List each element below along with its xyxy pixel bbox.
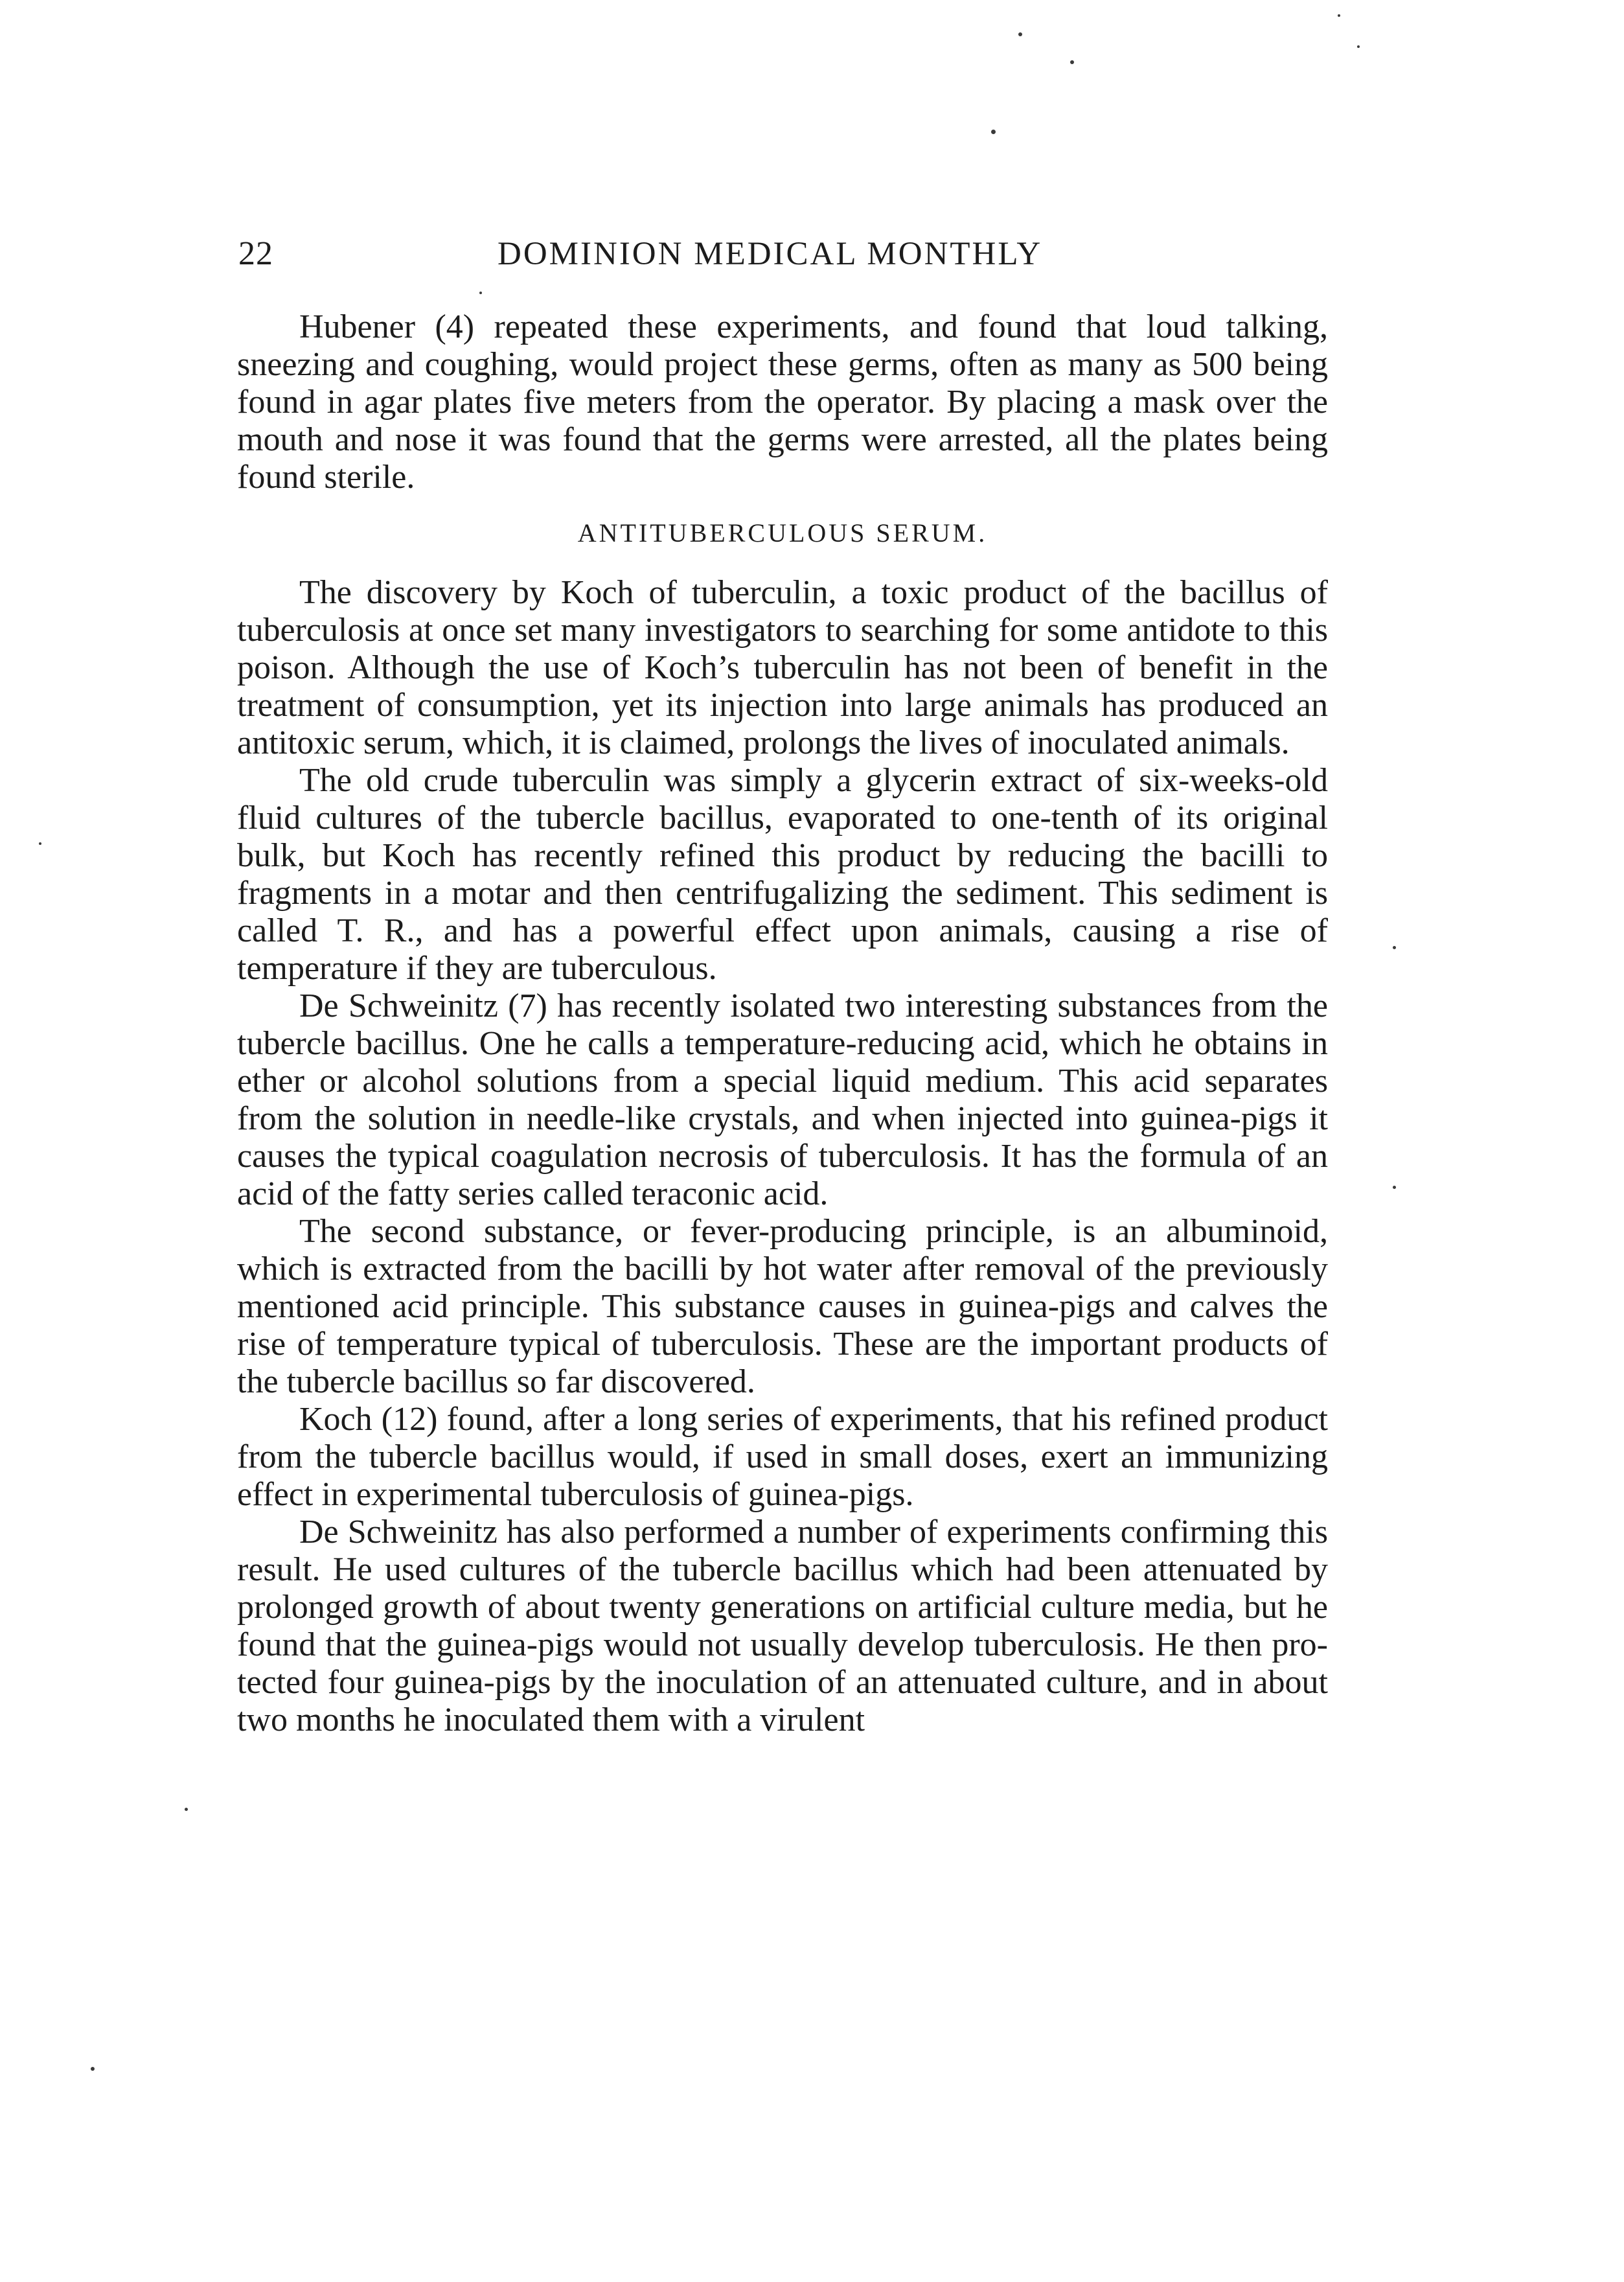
scan-speck (1393, 1186, 1396, 1189)
paragraph-old-crude-tuberculin: The old crude tuberculin was simply a glycerin extract of six-weeks-old fluid cultures of the tubercle bacillus, evaporated to one-tenth of its original bulk, but Koch has recently refined this product by reducing the bacilli to fragments in a motar and then centrifugalizing the sediment. This sediment is called T. R., and has a powerful effect upon animals, causing a rise of temperature if they are tuberculous. (237, 762, 1328, 987)
scan-speck (185, 1808, 188, 1811)
paragraph-koch-tuberculin: The discovery by Koch of tuberculin, a toxic product of the bacillus of tuberculosis at once set many investigators to searching for some antidote to this poison. Although the use of Koch’s tuberculin has not been of benefit in the treatment of consumption, yet its injection into large animals has produced an antitoxic serum, which, it is claimed, prolongs the lives of inoculated animals. (237, 574, 1328, 761)
scan-speck (39, 842, 41, 845)
scan-speck (1338, 14, 1340, 17)
paragraph-second-substance: The second substance, or fever-producing principle, is an albuminoid, which is extracted from the bacilli by hot water after removal of the previously mentioned acid principle. This substance causes in guinea-pigs and calves the rise of temperature typical of tuberculosis. These are the important products of the tubercle bacillus so far discovered. (237, 1213, 1328, 1400)
scan-speck (991, 130, 996, 134)
scan-speck (91, 2067, 95, 2071)
paragraph-de-schweinitz-experiments: De Schweinitz has also performed a number of experiments confirming this result. He used cultures of the tubercle bacillus which had been attenuated by prolonged growth of about twenty generations on artificial culture media, but he found that the guinea-pigs would not usually develop tuberculosis. He then protected four guinea-pigs by the inoculation of an attenuated culture, and in about two months he inoculated them with a virulent (237, 1514, 1328, 1738)
paragraph-hubener: Hubener (4) repeated these experiments, and found that loud talking, sneezing and coughing, would project these germs, often as many as 500 being found in agar plates five meters from the operator. By placing a mask over the mouth and nose it was found that the germs were arrested, all the plates being found sterile. (237, 308, 1328, 496)
body-text (237, 308, 1328, 1739)
page-number: 22 (238, 235, 273, 272)
scan-speck (1393, 946, 1396, 949)
section-heading: ANTITUBERCULOUS SERUM. (577, 518, 988, 547)
page-header (238, 228, 1333, 280)
scan-speck (479, 292, 482, 294)
running-title: DOMINION MEDICAL MONTHLY (497, 236, 1043, 272)
scan-speck (1357, 45, 1360, 48)
scan-speck (1070, 60, 1074, 64)
paragraph-koch-immunizing: Koch (12) found, after a long series of experiments, that his refined product from the tubercle bacillus would, if used in small doses, exert an immunizing effect in experimental tuberculosis of guinea-pigs. (237, 1401, 1328, 1513)
paragraph-de-schweinitz-substances: De Schweinitz (7) has recently isolated two interesting substances from the tubercle bacillus. One he calls a temperature-reducing acid, which he obtains in ether or alcohol solutions from a special liquid medium. This acid separates from the solution in needle-like crystals, and when injected into guinea-pigs it causes the typical coagulation necrosis of tuberculosis. It has the formula of an acid of the fatty series called teraconic acid. (237, 987, 1328, 1212)
scan-speck (1018, 32, 1022, 36)
